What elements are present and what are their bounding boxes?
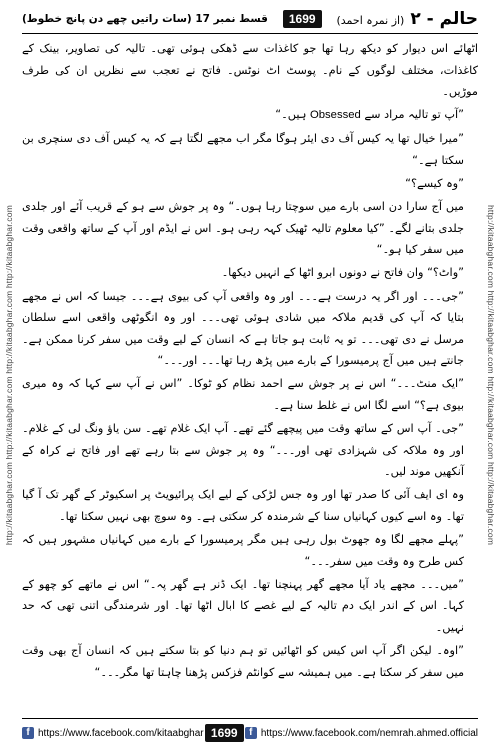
- story-body: [22, 38, 478, 714]
- story-paragraph: [22, 262, 478, 284]
- paragraph-text: ”ایک منٹ۔۔۔“ اس نے پر جوش سے احمد نظام کو ٹوکا۔ ”اس نے آپ سے کہا کہ وہ میری بیوی ہے؟“ اسے لگا اس نے غلط سنا ہے۔: [22, 377, 464, 412]
- paragraph-text: اٹھائے اس دیوار کو دیکھ رہا تھا جو کاغذات سے ڈھکی ہوئی تھی۔ تالیہ کی تصاویر، بینک کے کاغذات، مختلف لوگوں کے نام۔ پوسٹ اٹ نوٹس۔ فاتح نے تعجب سے نظریں ان کی طرف موڑیں۔: [22, 42, 478, 99]
- book-title: حالم - ۲: [410, 9, 478, 29]
- story-paragraph: [22, 286, 478, 372]
- left-side-watermark: [2, 40, 16, 710]
- paragraph-text: میں آج سارا دن اسی بارے میں سوچتا رہا ہوں۔“ وہ پر جوش سے ہو کے قریب آئے اور جلدی جلدی بتانے لگے۔ ”کیا معلوم تالیہ ٹھیک کہہ رہی ہو۔ اس نے ایڈم اور آپ کے ساتھ واقعی وقت میں سفر کیا ہو۔“: [22, 200, 464, 257]
- header-divider: [22, 33, 478, 34]
- page-header: [22, 6, 478, 32]
- paragraph-text: ”واٹ؟“ وان فاتح نے دونوں ابرو اٹھا کے انہیں دیکھا۔: [221, 266, 464, 280]
- watermark-text: http://kitaabghar.com http://kitaabghar.com http://kitaabghar.com http://kitaabghar.com: [4, 204, 14, 546]
- facebook-link-left[interactable]: [22, 727, 204, 739]
- story-paragraph: [22, 373, 478, 416]
- right-side-watermark: [484, 40, 498, 710]
- story-paragraph: [22, 529, 478, 572]
- facebook-link-right[interactable]: [245, 727, 478, 739]
- watermark-text: http://kitaabghar.com http://kitaabghar.com http://kitaabghar.com http://kitaabghar.com: [486, 204, 496, 546]
- paragraph-text: ہیں۔“: [275, 108, 310, 122]
- paragraph-text: ”اوہ۔ لیکن اگر آپ اس کیس کو اٹھائیں تو ہم دنیا کو بتا سکتے ہیں کہ انسان آج بھی وقت میں سفر کر سکتا ہے۔ میں ہمیشہ سے کوانٹم فزکس پڑھنا چاہتا تھا مگر۔۔۔“: [22, 644, 464, 679]
- paragraph-text: ”جی۔ آپ اس کے ساتھ وقت میں پیچھے گئے تھے۔ آپ ایک غلام تھے۔ سن یاؤ ونگ لی کے غلام۔ اور وہ ملاکہ کی شہزادی تھی اور۔۔۔“ وہ پر جوش سے بتا رہے تھے اور فاتح نے کراہ کے آنکھیں موند لیں۔: [22, 422, 464, 479]
- facebook-url: https://www.facebook.com/nemrah.ahmed.official: [260, 727, 478, 739]
- paragraph-text: ”آپ تو تالیہ مراد سے: [360, 108, 464, 122]
- paragraph-text: ”وہ کیسے؟“: [405, 177, 464, 191]
- story-paragraph: [22, 38, 478, 103]
- story-paragraph: [22, 574, 478, 639]
- story-paragraph: [22, 128, 478, 171]
- episode-label: قسط نمبر 17 (سات راتیں چھے دن پانچ خطوط): [22, 13, 268, 25]
- author-name: (از نمرہ احمد): [336, 14, 405, 27]
- story-paragraph: [22, 484, 478, 527]
- story-paragraph: [22, 196, 478, 261]
- story-paragraph: [22, 640, 478, 683]
- paragraph-text: وہ ای ایف آئی کا صدر تھا اور وہ جس لڑکی کے لیے ایک پرائیویٹ پر اسکیوٹر کے گھر تک آ گیا تھا۔ وہ اسے کیوں کہانیاں سنا کے شرمندہ کر سکتی ہے۔ وہ سوچ بھی نہیں سکتا تھا۔: [22, 488, 464, 523]
- paragraph-text: ”جی۔۔۔ اور اگر یہ درست ہے۔۔۔ اور وہ واقعی آپ کی بیوی ہے۔۔۔ جیسا کہ اس نے مجھے بتایا کہ آپ کی قدیم ملاکہ میں شادی ہوئی تھی۔۔۔ اور وہ انگوٹھی واقعی اسے سلطان مرسل نے دی تھی۔۔۔ تو یہ ثابت ہو جاتا ہے کہ انسان کے لیے وقت میں سفر کرنا ممکن ہے۔ جانتے ہیں میں آج پرمیسورا کے بارے میں پڑھ رہا تھا۔۔۔ اور۔۔۔“: [22, 289, 464, 368]
- story-paragraph: [22, 173, 478, 195]
- header-title-group: [336, 9, 478, 29]
- footer-divider: [22, 718, 478, 719]
- paragraph-text: ”میں۔۔۔ مجھے یاد آیا مجھے گھر پہنچنا تھا۔ ایک ڈنر ہے گھر پہ۔“ اس نے ماتھے کو چھو کے کہا۔ اس کے اندر ایک دم تالیہ کے لیے غصے کا ابال اٹھا تھا۔ اور شرمندگی اتنی تھی کہ حد نہیں۔: [22, 577, 464, 634]
- facebook-icon: f: [245, 727, 257, 739]
- paragraph-text: ”پہلے مجھے لگا وہ جھوٹ بول رہی ہیں مگر پرمیسورا کے بارے میں کہانیاں مشہور ہیں کہ کس طرح وہ وقت میں سفر۔۔۔“: [22, 533, 464, 568]
- story-paragraph: [22, 104, 478, 127]
- footer-page-number: 1699: [205, 724, 244, 742]
- facebook-url: https://www.facebook.com/kitaabghar: [38, 727, 204, 739]
- header-page-number: 1699: [283, 10, 322, 28]
- story-paragraph: [22, 418, 478, 483]
- facebook-icon: f: [22, 727, 34, 739]
- paragraph-text: ”میرا خیال تھا یہ کیس آف دی ایئر ہوگا مگر اب مجھے لگتا ہے کہ یہ کیس آف دی سنچری بن سکتا ہے۔“: [22, 132, 464, 167]
- page-footer: [22, 722, 478, 744]
- paragraph-text: Obsessed: [309, 109, 361, 122]
